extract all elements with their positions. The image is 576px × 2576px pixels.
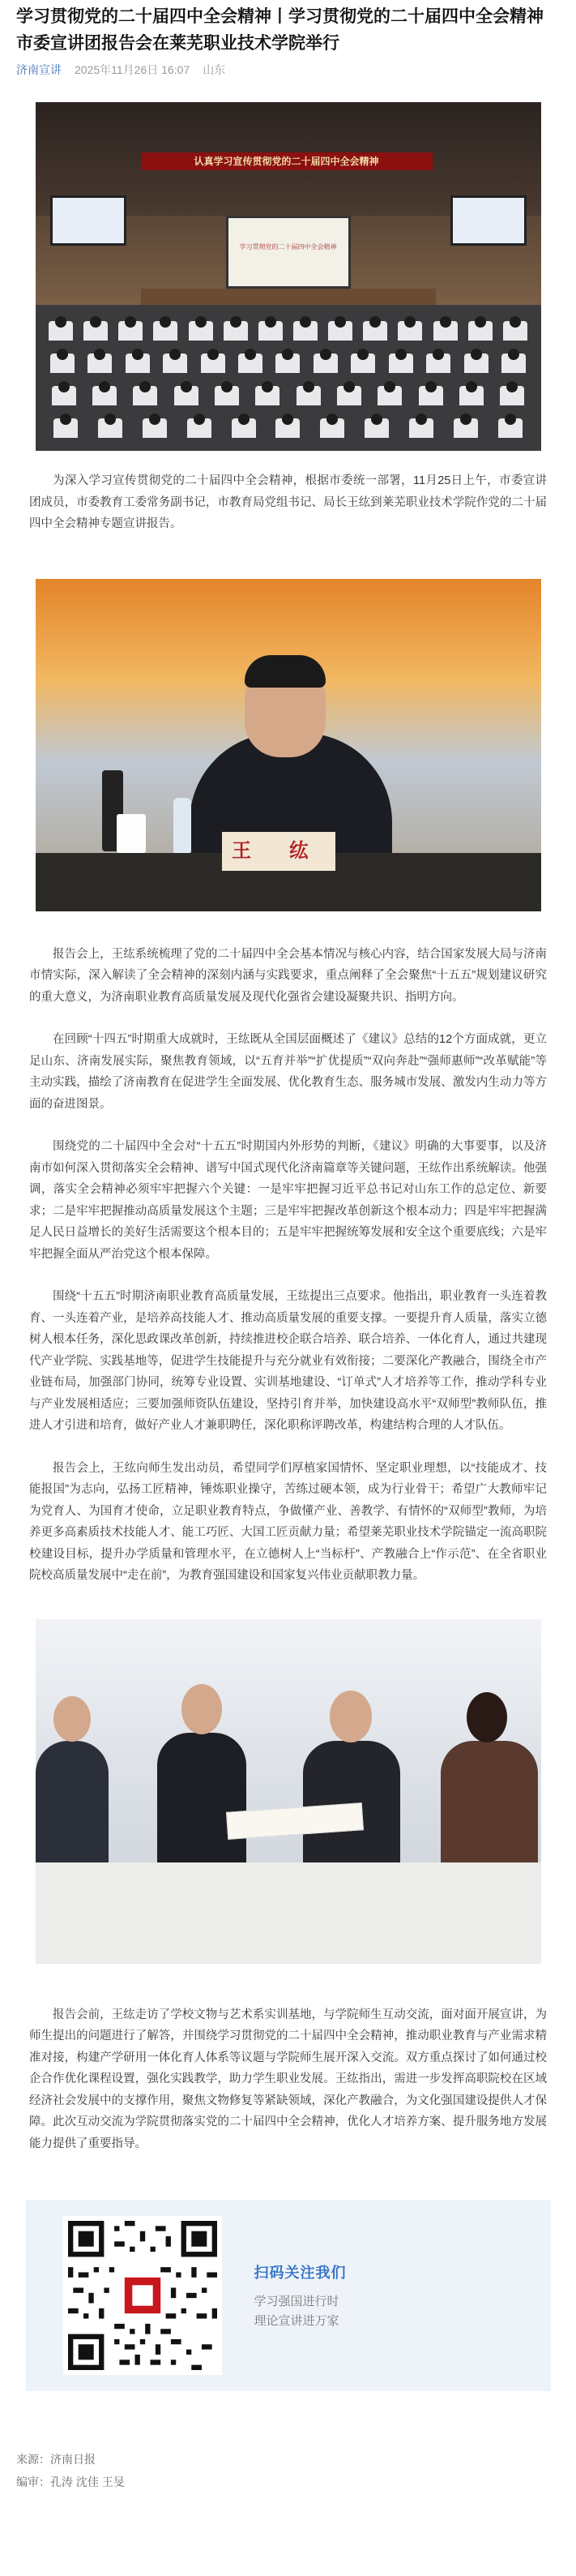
qr-title: 扫码关注我们 [254,2265,347,2281]
publish-time: 2025年11月26日 16:07 [75,63,190,76]
footer-editor: 编审：孔涛 沈佳 王旻 [16,2475,125,2488]
workbench [36,1862,541,1964]
seat-row [36,354,541,375]
qr-code-image[interactable] [63,2216,222,2375]
seat-row [36,386,541,407]
article-paragraph: 在回顾“十四五”时期重大成就时，王纮既从全国层面概述了《建议》总结的12个方面成就，更立足山东、济南发展实际，聚焦教育领域，以“五育并举”“扩优提质”“双向奔赴”“强师惠师”“改革赋能”等主动实践，描绘了济南教育在促进学生全面发展、优化教育生态、服务城市发展、激发内生动力等方面的奋进图景。 [29,1033,547,1111]
hall-stage [141,289,436,306]
person-face [330,1691,372,1742]
account-name-link[interactable]: 济南宣讲 [16,63,62,76]
person-face [181,1684,222,1734]
footer-source: 来源：济南日报 [16,2453,96,2466]
article-title: 学习贯彻党的二十届四中全会精神丨学习贯彻党的二十届四中全会精神市委宣讲团报告会在莱芜职业技术学院举行 [16,7,544,53]
article-paragraph: 报告会上，王纮系统梳理了党的二十届四中全会基本情况与核心内容，结合国家发展大局与济南市情实际，深入解读了全会精神的深刻内涵与实践要求，重点阐释了全会聚焦“十五五”规划建议研究的重大意义，为济南职业教育高质量发展及现代化强省会建设凝聚共识、指明方向。 [29,947,547,1004]
publish-location: 山东 [203,63,226,76]
article-paragraph: 报告会前，王纮走访了学校文物与艺术系实训基地，与学院师生互动交流，面对面开展宣讲，为师生提出的问题进行了解答，并围绕学习贯彻党的二十届四中全会精神，推动职业教育与产业需求精准对接，构建产学研用一体化育人体系等议题与学院师生展开深入交流。双方重点探讨了如何通过校企合作优化课程设置，强化实践教学，助力学生职业发展。王纮指出，需进一步发挥高职院校在区域经济社会发展中的支撑作用，聚焦文物修复等紧缺领域，深化产教融合，为文化强国建设提供人才保障。此次互动交流为学院贯彻落实党的二十届四中全会精神，优化人才培养方案、提升服务地方发展能力提供了重要指导。 [29,2008,547,2150]
article-paragraph: 为深入学习宣传贯彻党的二十届四中全会精神，根据市委统一部署，11月25日上午，市委宣讲团成员，市委教育工委常务副书记，市教育局党组书记、局长王纮到莱芜职业技术学院作党的二十届四中全会精神专题宣讲报告。 [29,474,547,530]
hall-audience [36,305,541,451]
article-paragraph: 围绕“十五五”时期济南职业教育高质量发展，王纮提出三点要求。他指出，职业教育一头连着教育、一头连着产业，是培养高技能人才、推动高质量发展的重要支撑。一要提升育人质量，落实立德树人根本任务，深化思政课改革创新，持续推进校企联合培养、联合培养、一体化育人，通过共建现代产业学院、实践基地等，促进学生技能提升与充分就业有效衔接；二要深化产教融合，围绕全市产业链布局，加强部门协同，统筹专业设置、实训基地建设、“订单式”人才培养等工作，推动学科专业与产业发展相适应；三要加强师资队伍建设，坚持引育并举，加快建设高水平“双师型”教师队伍，推进人才引进和培育，做好产业人才兼职聘任，深化职称评聘改革，构建结构合理的人才队伍。 [29,1290,547,1432]
qr-code-icon [68,2221,217,2370]
speaker-photo [36,579,541,911]
article-paragraph: 围绕党的二十届四中全会对“十五五”时期国内外形势的判断，《建议》明确的大事要事，以及济南市如何深入贯彻落实全会精神、谱写中国式现代化济南篇章等关键问题，王纮作出系统解读。他强调，落实全会精神必须牢牢把握六个关键：一是牢牢把握习近平总书记对山东工作的总定位、新要求；二是牢牢把握推动高质量发展这个主题；三是牢牢把握改革创新这个根本动力；四是牢牢把握满足人民日益增长的美好生活需要这个根本目的；五是牢牢把握统筹发展和安全这个重要底线；六是牢牢把握全面从严治党这个根本保障。 [29,1140,547,1261]
hall-banner-text: 认真学习宣传贯彻党的二十届四中全会精神 [141,152,433,170]
speaker-hair [245,655,326,688]
qr-subtitle-line: 理论宣讲进万家 [254,2314,339,2328]
name-plate: 王 纮 [222,832,335,871]
right-screen [450,195,527,246]
tea-cup [117,814,146,853]
person-face [53,1696,91,1742]
water-bottle [173,798,191,853]
center-screen-text: 学习贯彻党的二十届四中全会精神 [239,243,337,251]
article-meta [16,62,560,78]
left-screen [50,195,126,246]
conference-hall-photo [36,102,541,451]
seat-row [36,321,541,342]
seat-row [36,418,541,439]
article-paragraph: 报告会上，王纮向师生发出动员，希望同学们厚植家国情怀、坚定职业理想，以“技能成才、技能报国”为志向，弘扬工匠精神，锤炼职业操守，苦练过硬本领，成为行业骨干；希望广大教师牢记为党育人、为国育才使命，立足职业教育特点，争做懂产业、善教学、有情怀的“双师型”教师，为培养更多高素质技术技能人才、能工巧匠、大国工匠贡献力量；希望莱芜职业技术学院锚定一流高职院校建设目标，提升办学质量和管理水平，在立德树人上“当标杆”、产教融合上“作示范”、在全省职业院校高质量发展中“走在前”，为教育强国建设和国家复兴伟业贡献职教力量。 [29,1461,547,1582]
qr-follow-card [26,2200,551,2391]
person-hair [467,1692,507,1742]
site-visit-photo [36,1619,541,1964]
center-screen [226,216,351,289]
qr-subtitle [254,2292,347,2331]
qr-subtitle-line: 学习强国进行时 [254,2295,339,2308]
qr-text-block [254,2261,347,2331]
article-footer [16,2448,560,2493]
